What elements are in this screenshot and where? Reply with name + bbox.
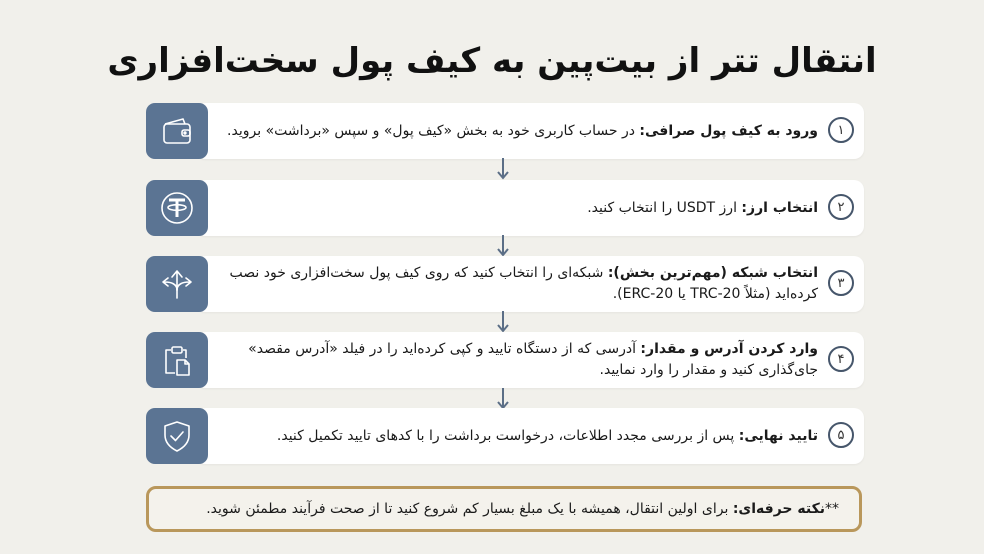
step-2: [146, 180, 864, 236]
step-heading: تایید نهایی:: [738, 427, 818, 444]
tip-body: برای اولین انتقال، همیشه با یک مبلغ بسیار کم شروع کنید تا از صحت فرآیند مطمئن شوید.: [206, 501, 729, 517]
step-number-badge: ۴: [828, 346, 854, 372]
page-title: انتقال تتر از بیت‌پین به کیف پول سخت‌افزاری: [107, 41, 877, 81]
step-text: [212, 256, 818, 312]
step-body: پس از بررسی مجدد اطلاعات، درخواست برداشت را با کدهای تایید تکمیل کنید.: [276, 427, 735, 444]
step-heading: انتخاب شبکه (مهم‌ترین بخش):: [607, 265, 818, 281]
step-body: ارز USDT را انتخاب کنید.: [587, 199, 737, 216]
step-4: [146, 332, 864, 388]
step-card: [196, 408, 864, 464]
tether-icon: [146, 180, 208, 236]
step-card: [196, 180, 864, 236]
step-heading: وارد کردن آدرس و مقدار:: [640, 341, 818, 357]
step-3: [146, 256, 864, 312]
step-number-badge: ۳: [828, 270, 854, 296]
step-card: [196, 256, 864, 312]
step-5: [146, 408, 864, 464]
arrow-down-icon: [496, 311, 510, 333]
step-text: [212, 408, 818, 464]
step-body: شبکه‌ای را انتخاب کنید که روی کیف پول سخت‌افزاری خود نصب کرده‌اید (مثلاً TRC-20 یا ERC-20).: [229, 265, 818, 302]
step-heading: انتخاب ارز:: [741, 199, 818, 216]
step-body: آدرسی که از دستگاه تایید و کپی کرده‌اید را در فیلد «آدرس مقصد» جای‌گذاری کنید و مقدار را وارد نمایید.: [248, 341, 818, 378]
step-card: [196, 103, 864, 159]
step-number-badge: ۵: [828, 422, 854, 448]
shield-check-icon: [146, 408, 208, 464]
tip-heading: نکته حرفه‌ای:: [732, 501, 825, 517]
step-number-badge: ۲: [828, 194, 854, 220]
step-number-badge: ۱: [828, 117, 854, 143]
step-card: [196, 332, 864, 388]
step-heading: ورود به کیف پول صرافی:: [639, 122, 818, 139]
step-text: [212, 180, 818, 236]
clipboard-icon: [146, 332, 208, 388]
wallet-icon: [146, 103, 208, 159]
step-text: [212, 332, 818, 388]
arrow-down-icon: [496, 388, 510, 410]
step-1: [146, 103, 864, 159]
arrow-down-icon: [496, 158, 510, 180]
pro-tip-box: [146, 486, 862, 532]
step-text: [212, 103, 818, 159]
step-body: در حساب کاربری خود به بخش «کیف پول» و سپس «برداشت» بروید.: [227, 122, 635, 139]
arrow-down-icon: [496, 235, 510, 257]
split-arrows-icon: [146, 256, 208, 312]
tip-prefix: **: [825, 501, 839, 517]
